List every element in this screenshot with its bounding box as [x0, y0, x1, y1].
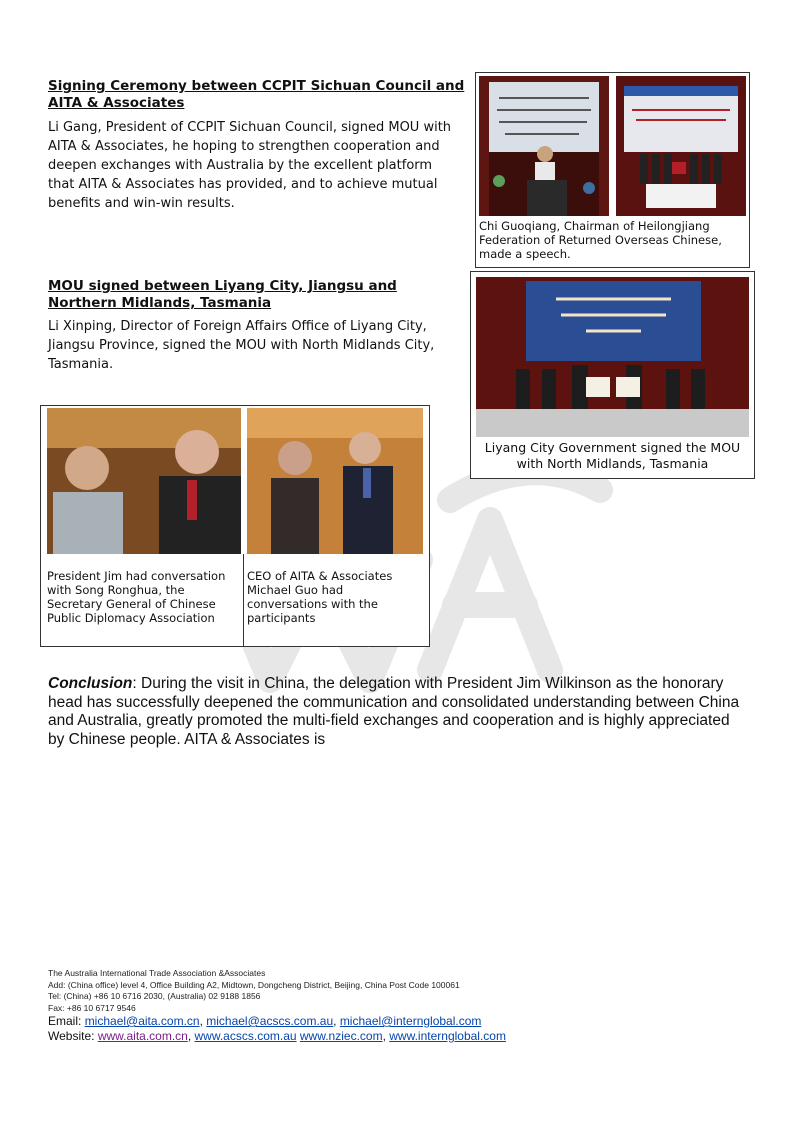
footer-address: Add: (China office) level 4, Office Building A2, Midtown, Dongcheng District, Beijing, China Post Code 100061 [48, 979, 460, 990]
section1-heading-line1: Signing Ceremony between CCPIT Sichuan Council and [48, 78, 465, 94]
photo-box-3-caption-right: CEO of AITA & Associates Michael Guo had conversations with the participants [247, 569, 393, 625]
footer-org: The Australia International Trade Association &Associates [48, 968, 266, 978]
speech-photo-image [479, 76, 609, 216]
website-label: Website: [48, 1029, 98, 1043]
section1-heading-line2: AITA & Associates [48, 95, 185, 111]
speech-photo [479, 76, 609, 216]
section2-heading [48, 278, 448, 312]
section1-heading [48, 78, 468, 112]
section2-heading-line2: Northern Midlands, Tasmania [48, 295, 272, 311]
conclusion-text: : During the visit in China, the delegation with President Jim Wilkinson as the honorary head has successfully deepened the communication and consolidated understanding between China and Australia, greatly promoted the multi-field exchanges and cooperation and is highly appreciated by Chinese people. AITA & Associates is [48, 675, 740, 748]
footer-tel: Tel: (China) +86 10 6716 2030, (Australia) 02 9188 1856 [48, 991, 261, 1001]
conversation-photo-1-image [47, 408, 241, 554]
conversation-photo-1 [47, 408, 241, 554]
footer-website-line: Website: www.aita.com.cn, www.acscs.com.au www.nziec.com, www.internglobal.com [48, 1029, 506, 1043]
website-link-aita[interactable]: www.aita.com.cn [97, 1029, 188, 1043]
section1-body: Li Gang, President of CCPIT Sichuan Council, signed MOU with AITA & Associates, he hoping to strengthen cooperation and deepen exchanges with Australia by the excellent platform that AITA & Associates has provided, and to achieve mutual benefits and win-win results. [48, 120, 452, 211]
section2-heading-line1: MOU signed between Liyang City, Jiangsu and [48, 278, 397, 294]
conversation-photo-2 [247, 408, 423, 554]
email-link-internglobal[interactable]: michael@internglobal.com [339, 1014, 482, 1028]
footer-fax: Fax: +86 10 6717 9546 [48, 1002, 136, 1013]
footer-email-line: Email: michael@aita.com.cn, michael@acscs.com.au, michael@internglobal.com [48, 1014, 482, 1028]
caption-divider [243, 554, 244, 646]
conversation-photo-2-image [247, 408, 423, 554]
footer [48, 968, 748, 1044]
signing-photo-2 [476, 277, 749, 437]
website-link-internglobal[interactable]: www.internglobal.com [389, 1029, 506, 1043]
email-label: Email: [48, 1014, 85, 1028]
signing-photo-2-image [476, 277, 749, 437]
website-link-acscs[interactable]: www.acscs.com.au [194, 1029, 297, 1043]
signing-photo-1-image [616, 76, 746, 216]
photo-box-1-caption: Chi Guoqiang, Chairman of Heilongjiang Federation of Returned Overseas Chinese, made a speech. [479, 219, 722, 261]
photo-box-3-caption-left: President Jim had conversation with Song Ronghua, the Secretary General of Chinese Public Diplomacy Association [47, 569, 226, 625]
photo-box-2 [470, 271, 755, 479]
section2-body: Li Xinping, Director of Foreign Affairs Office of Liyang City, Jiangsu Province, signed the MOU with North Midlands City, Tasmania. [48, 319, 435, 372]
website-link-nziec[interactable]: www.nziec.com [299, 1029, 383, 1043]
conclusion-paragraph [48, 675, 748, 749]
email-link-aita[interactable]: michael@aita.com.cn [84, 1014, 200, 1028]
photo-box-3 [40, 405, 430, 647]
conclusion-label: Conclusion [48, 675, 133, 692]
signing-photo-1 [616, 76, 746, 216]
photo-box-2-caption: Liyang City Government signed the MOU with North Midlands, Tasmania [484, 440, 741, 471]
photo-box-1 [475, 72, 750, 268]
email-link-acscs[interactable]: michael@acscs.com.au [206, 1014, 334, 1028]
